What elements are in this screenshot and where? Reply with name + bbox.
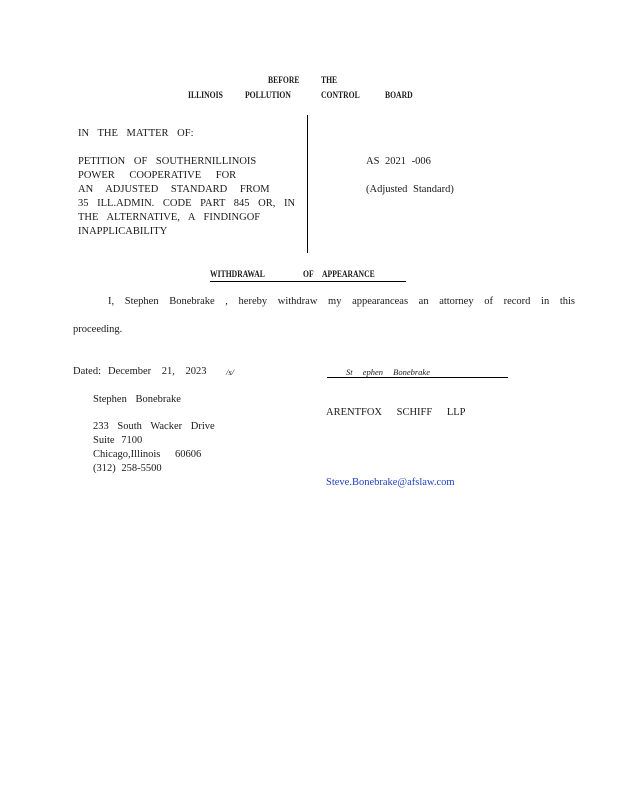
- body-line-1: I, Stephen Bonebrake , hereby withdraw my appearanceas an attorney of record in this: [108, 296, 575, 307]
- signature-name: St ephen Bonebrake: [346, 367, 430, 377]
- attorney-name: Stephen Bonebrake: [93, 394, 181, 405]
- in-the-matter: IN THE MATTER OF:: [78, 128, 194, 139]
- title-appearance: APPEARANCE: [322, 269, 375, 279]
- case-type: (Adjusted Standard): [366, 184, 454, 195]
- header-before: BEFORE: [268, 75, 300, 85]
- address-phone: (312) 258-5500: [93, 463, 162, 474]
- email-link[interactable]: Steve.Bonebrake@afslaw.com: [326, 477, 455, 488]
- header-illinois: ILLINOIS: [188, 90, 223, 100]
- header-the: THE: [321, 75, 338, 85]
- address-street: 233 South Wacker Drive: [93, 421, 215, 432]
- dated-value: December 21, 2023: [108, 366, 207, 377]
- header-control: CONTROL: [321, 90, 360, 100]
- petition-line: PETITION OF SOUTHERNILLINOIS: [78, 156, 257, 167]
- petition-line: THE ALTERNATIVE, A FINDINGOF: [78, 212, 261, 223]
- petition-line: INAPPLICABILITY: [78, 226, 168, 237]
- address-city: Chicago,Illinois 60606: [93, 449, 202, 460]
- address-suite: Suite 7100: [93, 435, 143, 446]
- body-line-2: proceeding.: [73, 324, 123, 335]
- petition-line: POWER COOPERATIVE FOR: [78, 170, 237, 181]
- caption-divider: [307, 115, 308, 253]
- firm-name: ARENTFOX SCHIFF LLP: [326, 407, 466, 418]
- header-board: BOARD: [385, 90, 413, 100]
- petition-line: 35 ILL.ADMIN. CODE PART 845 OR, IN: [78, 198, 296, 209]
- case-number: AS 2021 -006: [366, 156, 431, 167]
- signature-line: [327, 377, 508, 378]
- dated-label: Dated:: [73, 366, 101, 377]
- sig-mark: /s/: [226, 367, 235, 377]
- header-pollution: POLLUTION: [245, 90, 291, 100]
- title-underline: [210, 281, 406, 282]
- title-withdrawal: WITHDRAWAL: [210, 269, 265, 279]
- title-of: OF: [303, 269, 314, 279]
- petition-line: AN ADJUSTED STANDARD FROM: [78, 184, 270, 195]
